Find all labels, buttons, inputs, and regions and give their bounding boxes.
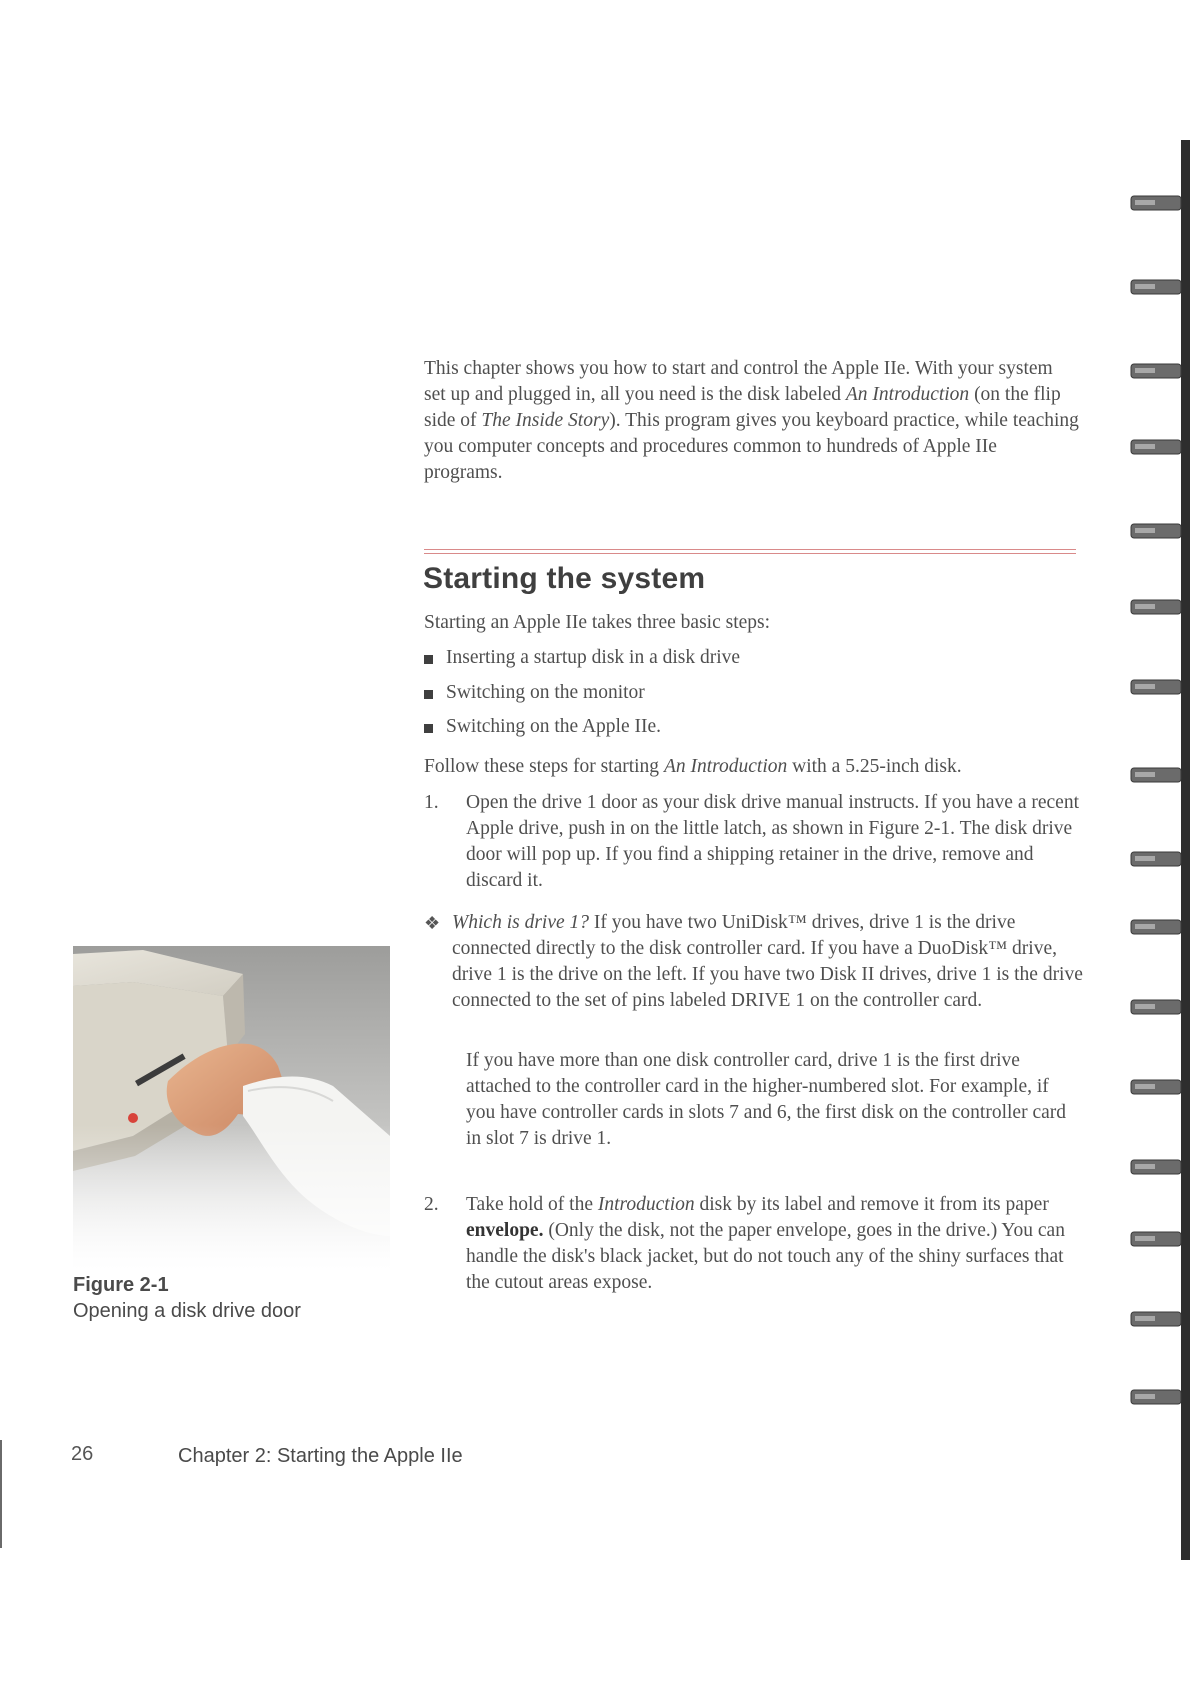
figure-caption bbox=[73, 1272, 301, 1324]
intro-paragraph: This chapter shows you how to start and control the Apple IIe. With your system set up and plugged in, all you need is the disk labeled An Introduction (on the flip side of The Inside Story). This program gives you keyboard practice, while teaching you computer concepts and procedures common to hundreds of Apple IIe programs. bbox=[424, 358, 1079, 483]
spiral-binding bbox=[1125, 140, 1190, 1560]
follow-steps-line: Follow these steps for starting An Introduction with a 5.25-inch disk. bbox=[424, 756, 962, 777]
chapter-running-footer: Chapter 2: Starting the Apple IIe bbox=[178, 1445, 463, 1467]
figure-label: Figure 2-1 bbox=[73, 1274, 169, 1296]
page-edge-line bbox=[0, 1440, 2, 1548]
figure-caption-text: Opening a disk drive door bbox=[73, 1300, 301, 1322]
bullet-item: Switching on the Apple IIe. bbox=[422, 716, 740, 751]
note-text: If you have two UniDisk™ drives, drive 1 is the drive connected directly to the disk controller card. If you have a DuoDisk™ drive, drive 1 is the drive on the left. If you have two Disk II drives, drive 1 is the drive connected to the set of pins labeled DRIVE 1 on the controller card. bbox=[452, 912, 1083, 1011]
square-bullet-icon bbox=[424, 690, 433, 699]
step-text: Take hold of the Introduction disk by its label and remove it from its paper envelope. (Only the disk, not the paper envelope, goes in the drive.) You can handle the disk's black jacket, but do not touch any of the shiny surfaces that the cutout areas expose. bbox=[466, 1194, 1065, 1293]
step-number: 2. bbox=[424, 1194, 439, 1215]
page-number: 26 bbox=[71, 1443, 94, 1465]
section-heading: Starting the system bbox=[423, 562, 706, 595]
note-second-paragraph: If you have more than one disk controller card, drive 1 is the first drive attached to the controller card in the higher-numbered slot. For example, if you have controller cards in slots 7 and 6, the first disk on the controller card in slot 7 is drive 1. bbox=[466, 1050, 1067, 1149]
bullet-item: Switching on the monitor bbox=[422, 682, 740, 717]
steps-bullet-list bbox=[422, 647, 740, 751]
step-text: Open the drive 1 door as your disk drive manual instructs. If you have a recent Apple drive, push in on the little latch, as shown in Figure 2-1. The disk drive door will pop up. If you find a shipping retainer in the drive, remove and discard it. bbox=[466, 792, 1079, 891]
section-lead: Starting an Apple IIe takes three basic steps: bbox=[424, 612, 771, 633]
square-bullet-icon bbox=[424, 724, 433, 733]
section-rule bbox=[424, 549, 1076, 558]
note-question: Which is drive 1? bbox=[452, 912, 590, 933]
bullet-item: Inserting a startup disk in a disk drive bbox=[422, 647, 740, 682]
step-number: 1. bbox=[424, 792, 439, 813]
disk-drive-photo bbox=[73, 946, 390, 1271]
diamond-note-icon: ❖ bbox=[424, 913, 441, 933]
square-bullet-icon bbox=[424, 655, 433, 664]
